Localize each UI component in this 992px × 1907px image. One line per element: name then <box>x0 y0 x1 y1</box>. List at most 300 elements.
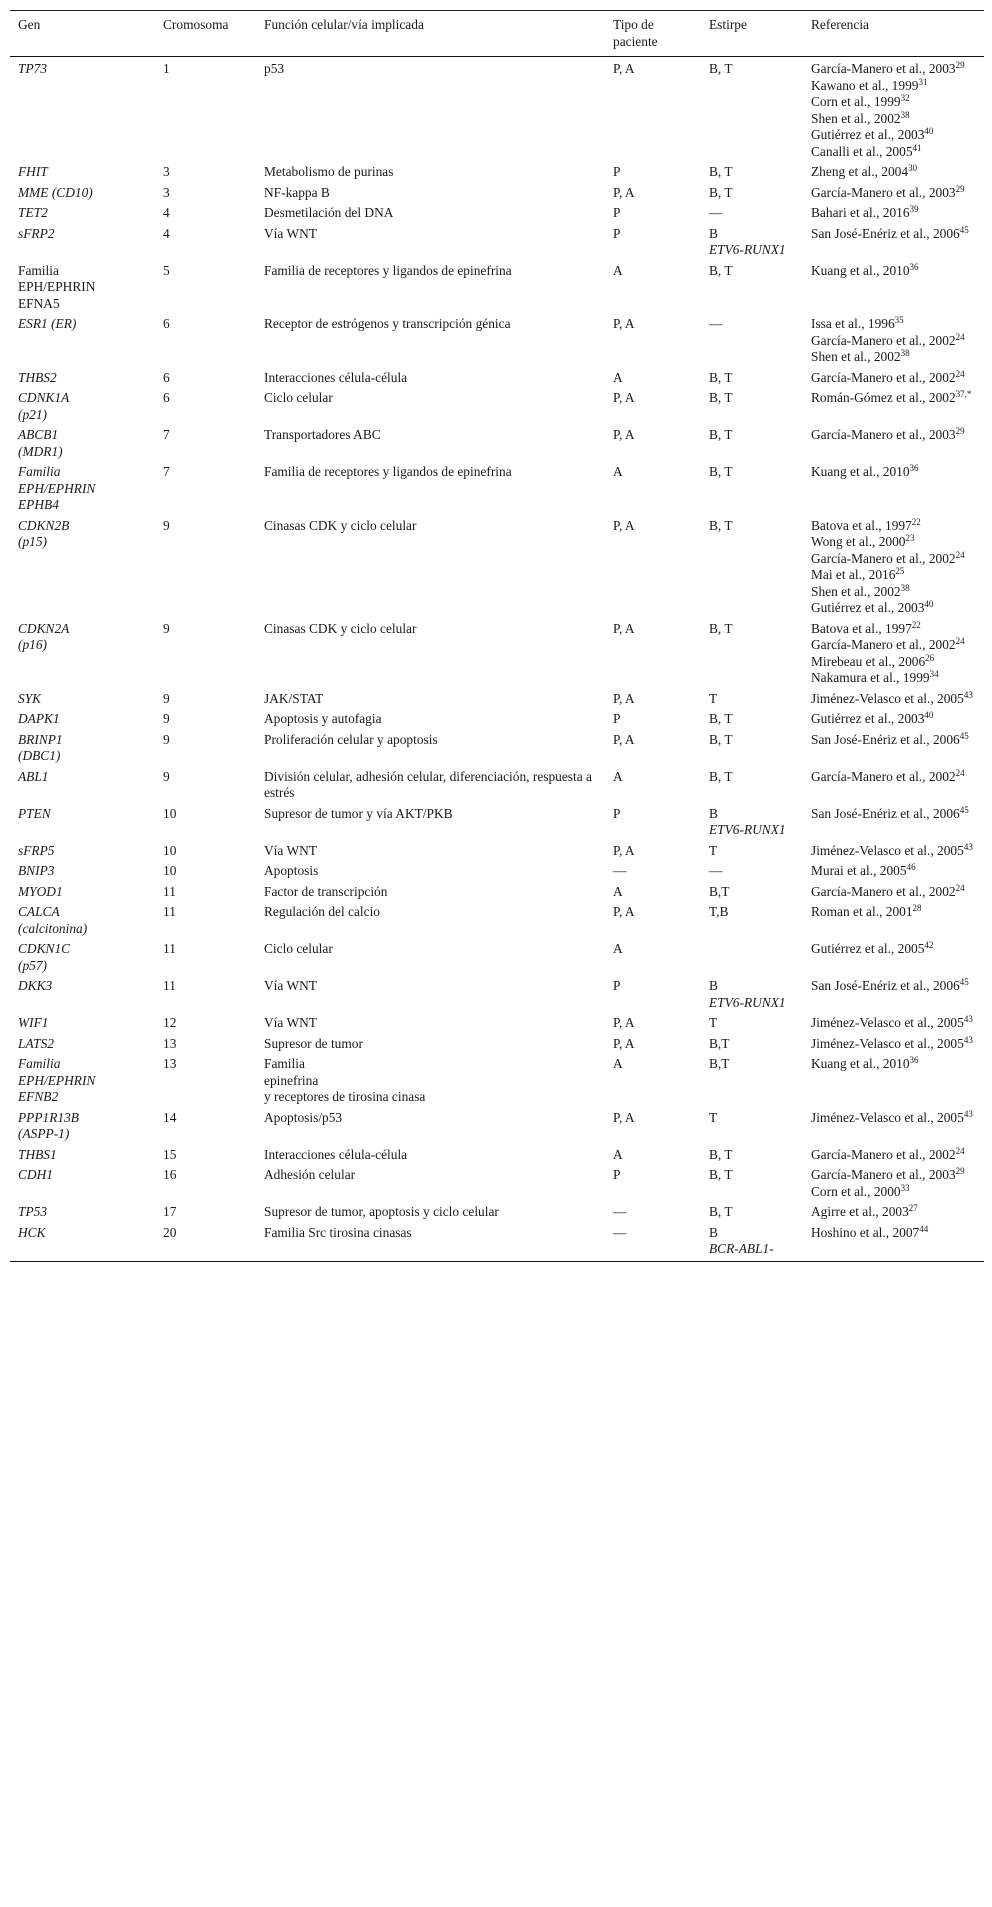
lineage-text: B, T <box>709 464 733 479</box>
table-row <box>10 314 984 368</box>
gene-cell <box>10 203 155 224</box>
gene-name: MME (CD10) <box>18 184 93 200</box>
table-row <box>10 516 984 619</box>
gene-cell <box>10 1223 155 1262</box>
gene-name: TP53 <box>18 1204 48 1219</box>
table-container <box>10 10 984 1262</box>
function-text: Vía WNT <box>264 1015 317 1030</box>
reference-number: 40 <box>924 126 934 136</box>
table-row <box>10 57 984 163</box>
function-cell <box>256 1223 605 1262</box>
function-cell <box>256 939 605 976</box>
reference-number: 24 <box>955 368 965 379</box>
gene-name: THBS2 <box>18 369 57 385</box>
chromosome-cell: 11 <box>163 883 176 899</box>
reference-number: 35 <box>894 315 904 325</box>
reference-number: 29 <box>955 183 965 194</box>
reference-number: 32 <box>900 93 910 103</box>
function-text: Vía WNT <box>264 225 317 241</box>
lineage-cell <box>701 1034 803 1055</box>
lineage-text: B, T <box>709 390 733 405</box>
reference-entry: San José-Enériz et al., 2006$^{45}$ <box>811 804 969 821</box>
reference-number: 43 <box>963 1108 973 1119</box>
function-cell <box>256 261 605 315</box>
chromosome-cell: 13 <box>163 1056 177 1071</box>
patient-type-cell: P <box>613 225 621 241</box>
lineage-text: B, T <box>709 731 733 747</box>
lineage-cell <box>701 1145 803 1166</box>
lineage-text: B,T <box>709 1056 730 1071</box>
header-function: Función celular/vía implicada <box>256 11 605 57</box>
patient-type-cell: P <box>613 711 621 726</box>
function-text: Interacciones célula-célula <box>264 1146 408 1162</box>
lineage-cell <box>701 1108 803 1145</box>
gene-methylation-table <box>10 10 984 1262</box>
chromosome-cell: 1 <box>163 61 170 76</box>
reference-entry: Murai et al., 2005$^{46}$ <box>811 862 916 878</box>
gene-name: DKK3 <box>18 978 53 993</box>
reference-number: 29 <box>955 60 965 70</box>
lineage-text: ETV6-RUNX1 <box>709 994 786 1010</box>
reference-entry: Agirre et al., 2003$^{27}$ <box>811 1203 918 1219</box>
reference-cell <box>803 162 984 183</box>
lineage-text: B <box>709 805 718 821</box>
reference-entry: Jiménez-Velasco et al., 2005$^{43}$ <box>811 1034 973 1051</box>
reference-cell <box>803 203 984 224</box>
lineage-text: — <box>709 205 723 220</box>
gene-name: EPH/EPHRIN <box>18 279 96 294</box>
reference-cell <box>803 462 984 516</box>
gene-name: SYK <box>18 690 42 706</box>
function-text: Adhesión celular <box>264 1167 356 1182</box>
gene-name: PPP1R13B <box>18 1109 79 1125</box>
gene-name: BRINP1 <box>18 731 63 747</box>
reference-entry: García-Manero et al., 2003$^{29}$ <box>811 426 965 442</box>
lineage-cell <box>701 709 803 730</box>
gene-name: (DBC1) <box>18 748 61 763</box>
function-cell <box>256 1054 605 1108</box>
gene-cell <box>10 902 155 939</box>
function-text: Familia de receptores y ligandos de epinefrina <box>264 262 512 278</box>
reference-entry: Corn et al., 2000$^{33}$ <box>811 1182 910 1199</box>
patient-type-cell: A <box>613 1056 623 1071</box>
reference-entry: Jiménez-Velasco et al., 2005$^{43}$ <box>811 841 973 858</box>
reference-number: 24 <box>955 767 965 778</box>
patient-type-cell: P, A <box>613 842 635 858</box>
reference-cell <box>803 1223 984 1262</box>
table-row <box>10 882 984 903</box>
gene-cell <box>10 1202 155 1223</box>
lineage-cell <box>701 689 803 710</box>
table-row <box>10 183 984 204</box>
chromosome-cell: 11 <box>163 904 176 919</box>
reference-number: 45 <box>959 224 969 235</box>
gene-cell <box>10 516 155 619</box>
chromosome-cell: 7 <box>163 464 170 479</box>
chromosome-cell: 6 <box>163 316 170 331</box>
gene-cell <box>10 709 155 730</box>
table-row <box>10 1034 984 1055</box>
function-cell <box>256 516 605 619</box>
chromosome-cell: 9 <box>163 768 170 784</box>
gene-cell <box>10 841 155 862</box>
reference-number: 31 <box>918 76 928 87</box>
reference-entry: Batova et al., 1997$^{22}$ <box>811 619 921 636</box>
gene-name: FHIT <box>18 164 48 179</box>
reference-number: 44 <box>919 1223 929 1234</box>
lineage-cell <box>701 939 803 976</box>
function-text: Apoptosis y autofagia <box>264 711 382 726</box>
patient-type-cell: P <box>613 205 621 220</box>
reference-cell <box>803 314 984 368</box>
lineage-cell <box>701 767 803 804</box>
reference-cell <box>803 425 984 462</box>
lineage-text: B,T <box>709 883 730 899</box>
reference-cell <box>803 183 984 204</box>
lineage-text: — <box>709 316 723 331</box>
patient-type-cell: P, A <box>613 1015 635 1030</box>
gene-cell <box>10 861 155 882</box>
table-row <box>10 388 984 425</box>
reference-entry: Shen et al., 2002$^{38}$ <box>811 582 910 599</box>
table-row <box>10 162 984 183</box>
lineage-text: T <box>709 1109 718 1125</box>
gene-name: THBS1 <box>18 1146 57 1162</box>
gene-name: EPHB4 <box>18 497 59 512</box>
lineage-text: B, T <box>709 427 733 442</box>
function-text: Desmetilación del DNA <box>264 205 394 220</box>
reference-entry: Gutiérrez et al., 2005$^{42}$ <box>811 940 934 956</box>
reference-number: 43 <box>963 1034 973 1045</box>
gene-name: DAPK1 <box>18 711 60 726</box>
lineage-cell <box>701 314 803 368</box>
reference-cell <box>803 1202 984 1223</box>
chromosome-cell: 4 <box>163 225 170 241</box>
lineage-cell <box>701 861 803 882</box>
function-cell <box>256 1034 605 1055</box>
reference-cell <box>803 882 984 903</box>
lineage-text: B, T <box>709 1146 733 1162</box>
reference-number: 43 <box>963 1014 973 1024</box>
reference-cell <box>803 976 984 1013</box>
reference-number: 43 <box>963 841 973 852</box>
header-patient-type: Tipo de paciente <box>605 11 701 57</box>
reference-entry: García-Manero et al., 2002$^{24}$ <box>811 549 965 566</box>
reference-number: 40 <box>924 599 934 609</box>
lineage-text: B, T <box>709 1167 733 1182</box>
reference-number: 24 <box>955 1145 965 1156</box>
gene-name: EPH/EPHRIN <box>18 480 96 496</box>
reference-number: 24 <box>955 882 965 893</box>
patient-type-cell: A <box>613 369 623 385</box>
lineage-text: B <box>709 225 718 241</box>
reference-entry: Kuang et al., 2010$^{36}$ <box>811 1055 919 1071</box>
table-row <box>10 462 984 516</box>
function-text: Interacciones célula-célula <box>264 369 408 385</box>
lineage-text: ETV6-RUNX1 <box>709 822 786 837</box>
gene-name: (p16) <box>18 637 48 652</box>
table-row <box>10 709 984 730</box>
lineage-cell <box>701 224 803 261</box>
gene-name: BNIP3 <box>18 863 55 878</box>
function-text: y receptores de tirosina cinasa <box>264 1089 426 1104</box>
lineage-text: B, T <box>709 369 733 385</box>
gene-name: CDH1 <box>18 1167 53 1182</box>
function-text: Familia de receptores y ligandos de epinefrina <box>264 464 512 479</box>
chromosome-cell: 17 <box>163 1204 177 1219</box>
lineage-text: B, T <box>709 768 733 784</box>
gene-cell <box>10 1054 155 1108</box>
lineage-cell <box>701 57 803 163</box>
chromosome-cell: 3 <box>163 164 170 179</box>
reference-cell <box>803 861 984 882</box>
reference-cell <box>803 689 984 710</box>
reference-cell <box>803 767 984 804</box>
lineage-text: — <box>709 863 723 878</box>
chromosome-cell: 6 <box>163 369 170 385</box>
reference-entry: Nakamura et al., 1999$^{34}$ <box>811 669 939 685</box>
table-body <box>10 57 984 1262</box>
reference-entry: Batova et al., 1997$^{22}$ <box>811 516 921 533</box>
reference-entry: Jiménez-Velasco et al., 2005$^{43}$ <box>811 1108 973 1125</box>
reference-number: 39 <box>909 204 919 214</box>
lineage-cell <box>701 902 803 939</box>
gene-name: (ASPP-1) <box>18 1126 70 1141</box>
chromosome-cell: 9 <box>163 690 170 706</box>
function-text: Familia Src tirosina cinasas <box>264 1224 412 1240</box>
gene-name: EFNB2 <box>18 1089 59 1104</box>
reference-number: 29 <box>955 426 965 436</box>
chromosome-cell: 14 <box>163 1109 177 1125</box>
function-cell <box>256 767 605 804</box>
gene-name: sFRP5 <box>18 842 55 858</box>
reference-number: 38 <box>900 109 910 120</box>
reference-entry: García-Manero et al., 2002$^{24}$ <box>811 368 965 385</box>
gene-name: HCK <box>18 1224 46 1240</box>
reference-number: 45 <box>959 730 969 741</box>
reference-cell <box>803 388 984 425</box>
gene-name: CDNK1A <box>18 390 70 405</box>
reference-cell <box>803 1145 984 1166</box>
function-text: Familia <box>264 1056 305 1071</box>
gene-name: EFNA5 <box>18 295 60 311</box>
patient-type-cell: P, A <box>613 620 635 636</box>
table-row <box>10 1145 984 1166</box>
reference-entry: García-Manero et al., 2002$^{24}$ <box>811 882 965 899</box>
table-row <box>10 1223 984 1262</box>
function-cell <box>256 1013 605 1034</box>
gene-name: WIF1 <box>18 1015 49 1030</box>
function-text: División celular, adhesión celular, diferenciación, respuesta a estrés <box>264 768 592 800</box>
gene-name: LATS2 <box>18 1035 54 1051</box>
gene-name: CDKN2A <box>18 620 70 636</box>
function-text: Proliferación celular y apoptosis <box>264 731 438 747</box>
chromosome-cell: 6 <box>163 390 170 405</box>
reference-entry: García-Manero et al., 2003$^{29}$ <box>811 1166 965 1182</box>
reference-entry: Hoshino et al., 2007$^{44}$ <box>811 1223 929 1240</box>
table-row <box>10 1108 984 1145</box>
gene-name: (calcitonina) <box>18 920 88 936</box>
function-cell <box>256 619 605 689</box>
reference-cell <box>803 1034 984 1055</box>
lineage-cell <box>701 619 803 689</box>
reference-entry: García-Manero et al., 2002$^{24}$ <box>811 1145 965 1162</box>
gene-cell <box>10 689 155 710</box>
patient-type-cell: — <box>613 1204 627 1219</box>
table-row <box>10 804 984 841</box>
gene-name: ESR1 (ER) <box>18 316 77 331</box>
table-row <box>10 976 984 1013</box>
function-cell <box>256 203 605 224</box>
reference-entry: Corn et al., 1999$^{32}$ <box>811 93 910 109</box>
reference-number: 36 <box>909 261 919 272</box>
lineage-cell <box>701 1202 803 1223</box>
function-text: Supresor de tumor, apoptosis y ciclo celular <box>264 1204 499 1219</box>
reference-number: 28 <box>912 903 922 913</box>
reference-entry: Issa et al., 1996$^{35}$ <box>811 315 904 331</box>
chromosome-cell: 10 <box>163 863 177 878</box>
reference-number: 27 <box>908 1203 918 1213</box>
function-cell <box>256 1202 605 1223</box>
reference-cell <box>803 730 984 767</box>
reference-number: 24 <box>955 636 965 646</box>
gene-name: (p15) <box>18 534 48 549</box>
lineage-cell <box>701 425 803 462</box>
function-text: Supresor de tumor <box>264 1035 363 1051</box>
function-text: Ciclo celular <box>264 390 333 405</box>
gene-cell <box>10 314 155 368</box>
lineage-cell <box>701 882 803 903</box>
function-cell <box>256 162 605 183</box>
function-text: JAK/STAT <box>264 690 324 706</box>
reference-cell <box>803 841 984 862</box>
reference-entry: Román-Gómez et al., $2002^{37,*}$ <box>811 389 972 405</box>
gene-name: ABCB1 <box>18 427 59 442</box>
chromosome-cell: 11 <box>163 978 176 993</box>
table-row <box>10 1165 984 1202</box>
patient-type-cell: P, A <box>613 184 635 200</box>
lineage-text: ETV6-RUNX1 <box>709 242 786 257</box>
function-text: Supresor de tumor y vía AKT/PKB <box>264 805 453 821</box>
reference-entry: Wong et al., 2000$^{23}$ <box>811 533 915 549</box>
reference-entry: San José-Enériz et al., 2006$^{45}$ <box>811 977 969 993</box>
table-row <box>10 619 984 689</box>
gene-name: TET2 <box>18 205 48 220</box>
function-cell <box>256 1145 605 1166</box>
lineage-cell <box>701 1013 803 1034</box>
table-row <box>10 939 984 976</box>
lineage-cell <box>701 804 803 841</box>
reference-cell <box>803 368 984 389</box>
reference-number: 36 <box>909 1055 919 1065</box>
reference-number: 36 <box>909 463 919 473</box>
gene-name: CALCA <box>18 904 60 919</box>
gene-name: (MDR1) <box>18 443 63 459</box>
header-chromosome: Cromosoma <box>155 11 256 57</box>
table-row <box>10 861 984 882</box>
patient-type-cell: — <box>613 863 627 878</box>
lineage-cell <box>701 976 803 1013</box>
table-row <box>10 261 984 315</box>
reference-cell <box>803 224 984 261</box>
table-row <box>10 689 984 710</box>
patient-type-cell: P, A <box>613 517 635 533</box>
patient-type-cell: — <box>605 1223 701 1262</box>
patient-type-cell: P, A <box>613 316 635 331</box>
reference-number: 41 <box>912 142 922 153</box>
table-row <box>10 730 984 767</box>
reference-entry: García-Manero et al., 2002$^{24}$ <box>811 331 965 348</box>
reference-entry: García-Manero et al., 2003$^{29}$ <box>811 183 965 200</box>
reference-number: 22 <box>911 516 921 527</box>
function-cell <box>256 224 605 261</box>
chromosome-cell: 15 <box>163 1146 177 1162</box>
reference-entry: San José-Enériz et al., 2006$^{45}$ <box>811 730 969 747</box>
lineage-cell <box>701 462 803 516</box>
header-gene: Gen <box>10 11 155 57</box>
lineage-text: B <box>709 978 718 993</box>
gene-cell <box>10 462 155 516</box>
function-cell <box>256 425 605 462</box>
gene-name: Familia <box>18 464 61 479</box>
patient-type-cell: A <box>613 262 623 278</box>
lineage-text: B, T <box>709 164 733 179</box>
reference-entry: San José-Enériz et al., 2006$^{45}$ <box>811 224 969 241</box>
gene-cell <box>10 1013 155 1034</box>
reference-entry: Mirebeau et al., 2006$^{26}$ <box>811 652 935 669</box>
patient-type-cell: A <box>613 1146 623 1162</box>
function-text: Apoptosis <box>264 863 319 878</box>
reference-cell <box>803 804 984 841</box>
lineage-cell <box>701 388 803 425</box>
gene-name: Familia <box>18 1056 61 1071</box>
patient-type-cell: A <box>613 768 623 784</box>
table-row <box>10 1054 984 1108</box>
gene-cell <box>10 1034 155 1055</box>
function-text: Metabolismo de purinas <box>264 164 394 179</box>
function-cell <box>256 388 605 425</box>
reference-entry: Gutiérrez et al., 2003$^{40}$ <box>811 599 934 615</box>
chromosome-cell: 9 <box>163 517 170 533</box>
lineage-text: T,B <box>709 904 729 919</box>
reference-cell <box>803 516 984 619</box>
lineage-cell <box>701 261 803 315</box>
function-text: Cinasas CDK y ciclo celular <box>264 620 417 636</box>
chromosome-cell: 9 <box>163 620 170 636</box>
patient-type-cell: P <box>613 978 621 993</box>
gene-cell <box>10 1165 155 1202</box>
lineage-text: B, T <box>709 262 733 278</box>
lineage-cell <box>701 203 803 224</box>
lineage-text: B, T <box>709 517 733 533</box>
reference-cell <box>803 1165 984 1202</box>
function-cell <box>256 804 605 841</box>
chromosome-cell: 12 <box>163 1015 177 1030</box>
lineage-text: BCR-ABL1- <box>709 1241 774 1256</box>
patient-type-cell: P, A <box>613 690 635 706</box>
gene-cell <box>10 767 155 804</box>
function-cell <box>256 368 605 389</box>
reference-entry: Kawano et al., 1999$^{31}$ <box>811 76 928 93</box>
patient-type-cell: A <box>613 941 623 956</box>
chromosome-cell: 5 <box>163 262 170 278</box>
gene-cell <box>10 261 155 315</box>
function-text: epinefrina <box>264 1072 319 1088</box>
gene-name: MYOD1 <box>18 883 63 899</box>
table-row <box>10 841 984 862</box>
gene-name: PTEN <box>18 805 51 821</box>
header-row <box>10 11 984 57</box>
